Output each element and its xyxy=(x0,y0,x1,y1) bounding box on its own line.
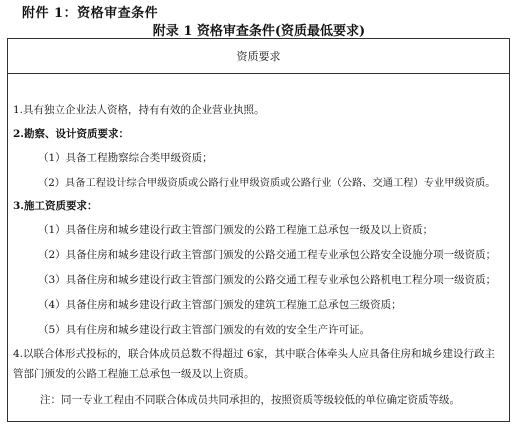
section-heading-survey-design: 2.勘察、设计资质要求： xyxy=(13,128,129,140)
requirement-1-legal-entity: 1.具有独立企业法人资格，持有有效的企业营业执照。 xyxy=(13,104,265,116)
construction-item-3: （3）具备住房和城乡建设行政主管部门颁发的公路交通工程专业承包公路机电工程分项一级资质； xyxy=(38,274,497,286)
survey-design-item-2: （2）具备工程设计综合甲级资质或公路行业甲级资质或公路行业（公路、交通工程）专业甲级资质。 xyxy=(38,177,496,189)
survey-design-item-1: （1）具备工程勘察综合类甲级资质； xyxy=(38,152,213,164)
construction-item-4: （4）具备住房和城乡建设行政主管部门颁发的建筑工程施工总承包三级资质； xyxy=(38,299,402,311)
page-header: 附件 1：资格审查条件 xyxy=(22,6,159,21)
requirement-4-consortium-line1: 4.以联合体形式投标的，联合体成员总数不得超过 6家，其中联合体牵头人应具备住房和城乡建设行政主 xyxy=(13,348,496,360)
construction-item-2: （2）具备住房和城乡建设行政主管部门颁发的公路交通工程专业承包公路安全设施分项一级资质； xyxy=(38,249,497,261)
construction-item-5: （5）具有住房和城乡建设行政主管部门颁发的有效的安全生产许可证。 xyxy=(38,324,371,336)
section-heading-construction: 3.施工资质要求： xyxy=(13,200,98,212)
requirements-table xyxy=(7,38,510,422)
requirement-4-consortium-line2: 管部门颁发的公路工程施工总承包一级及以上资质。 xyxy=(13,368,255,380)
table-column-header: 资质要求 xyxy=(8,39,509,74)
document-title: 附录 1 资格审查条件(资质最低要求) xyxy=(152,24,366,39)
construction-item-1: （1）具备住房和城乡建设行政主管部门颁发的公路工程施工总承包一级及以上资质； xyxy=(38,224,434,236)
note: 注：同一专业工程由不同联合体成员共同承担的，按照资质等级较低的单位确定资质等级。 xyxy=(40,394,460,406)
